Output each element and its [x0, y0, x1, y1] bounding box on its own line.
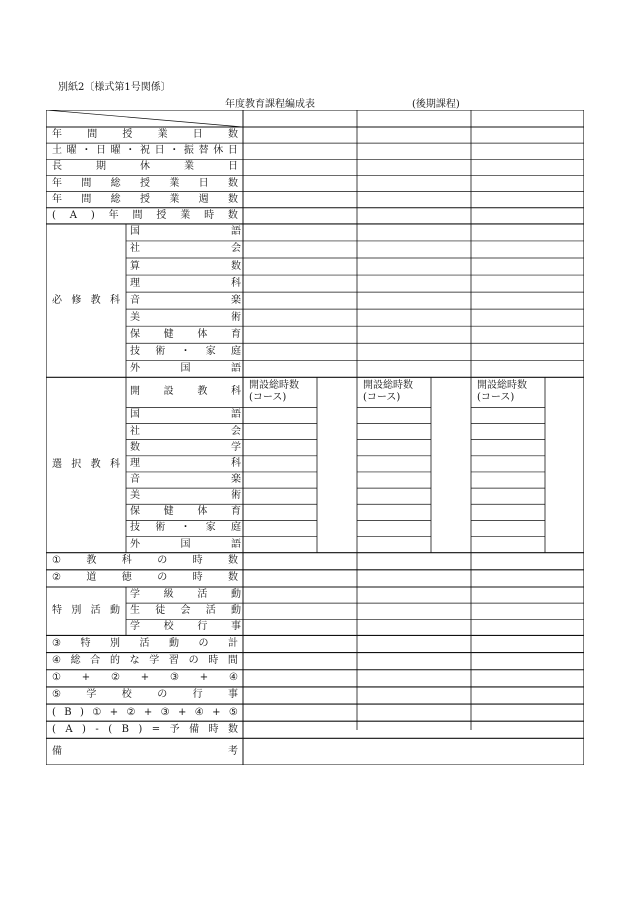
- row-label: 年 間 総 授 業 日 数: [52, 177, 238, 189]
- special-activity-label: 生 徒 会 活 動: [130, 605, 241, 617]
- summary-row-label: ① 教 科 の 時 数: [52, 555, 238, 567]
- header-diagonal-line: [46, 110, 243, 127]
- course-header-line2: (コース): [363, 392, 401, 404]
- subject-label: 保 健 体 育: [130, 328, 241, 340]
- subject-label: 社 会: [130, 243, 241, 255]
- subject-label: 理 科: [130, 277, 241, 289]
- subject-label: 音 楽: [130, 294, 241, 306]
- summary-row-label: ③ 特 別 活 動 の 計: [52, 638, 238, 649]
- remarks-label: 備 考: [52, 745, 238, 757]
- curriculum-table: [46, 110, 584, 765]
- summary-row-label: ( B ) ① + ② + ③ + ④ + ⑤: [52, 706, 238, 718]
- summary-row-label: ④ 総 合 的 な 学 習 の 時 間: [52, 655, 238, 667]
- course-header-line2: (コース): [477, 392, 515, 404]
- grade-header-2: [357, 111, 471, 126]
- subject-label: 国 語: [130, 226, 241, 238]
- course-header-line2: (コース): [249, 392, 287, 404]
- subject-label: 社 会: [130, 425, 241, 437]
- summary-row-label: ( A ) - ( B ) = 予 備 時 数: [52, 723, 238, 735]
- course-header-3: [477, 379, 543, 405]
- row-label: 長 期 休 業 日: [52, 161, 238, 173]
- annex-label: 別紙2〔様式第1号関係〕: [58, 82, 171, 93]
- grade-header-3: [471, 111, 584, 126]
- row-label: 年 間 授 業 日 数: [52, 129, 238, 141]
- subject-label: 美 術: [130, 490, 241, 502]
- subject-label: 保 健 体 育: [130, 506, 241, 518]
- subject-label: 国 語: [130, 409, 241, 421]
- row-label: 年 間 総 授 業 週 数: [52, 193, 238, 205]
- course-header-line1: 開設総時数: [477, 380, 527, 392]
- term-label: (後期課程): [412, 99, 460, 110]
- course-header-2: [363, 379, 429, 405]
- subject-label: 算 数: [130, 260, 241, 272]
- elective-section-label: 選 択 教 科: [52, 459, 120, 471]
- summary-row-label: ① + ② + ③ + ④: [52, 672, 238, 684]
- row-label: 土 曜 ・ 日 曜 ・ 祝 日 ・ 振 替 休 日: [52, 145, 238, 157]
- required-section-label: 必 修 教 科: [52, 294, 120, 306]
- subject-label: 理 科: [130, 457, 241, 469]
- special-activity-label: 学 校 行 事: [130, 621, 241, 633]
- subject-label: 外 国 語: [130, 538, 241, 550]
- course-header-line1: 開設総時数: [363, 380, 413, 392]
- subject-label: 数 学: [130, 441, 241, 453]
- document-title: 年度教育課程編成表: [225, 99, 315, 110]
- subject-label: 美 術: [130, 311, 241, 323]
- subject-label: 技 術 ・ 家 庭: [130, 345, 241, 357]
- elective-header-label: 開 設 教 科: [130, 386, 241, 398]
- subject-label: 外 国 語: [130, 362, 241, 374]
- special-section-label: 特 別 活 動: [52, 605, 120, 617]
- special-activity-label: 学 級 活 動: [130, 589, 241, 601]
- course-header-line1: 開設総時数: [249, 380, 299, 392]
- course-header-1: [249, 379, 315, 405]
- grade-header-1: [243, 111, 357, 126]
- summary-row-label: ⑤ 学 校 の 行 事: [52, 689, 238, 701]
- summary-row-label: ② 道 徳 の 時 数: [52, 572, 238, 584]
- subject-label: 音 楽: [130, 474, 241, 485]
- subject-label: 技 術 ・ 家 庭: [130, 522, 241, 534]
- a-row-label: ( A ) 年 間 授 業 時 数: [52, 209, 238, 221]
